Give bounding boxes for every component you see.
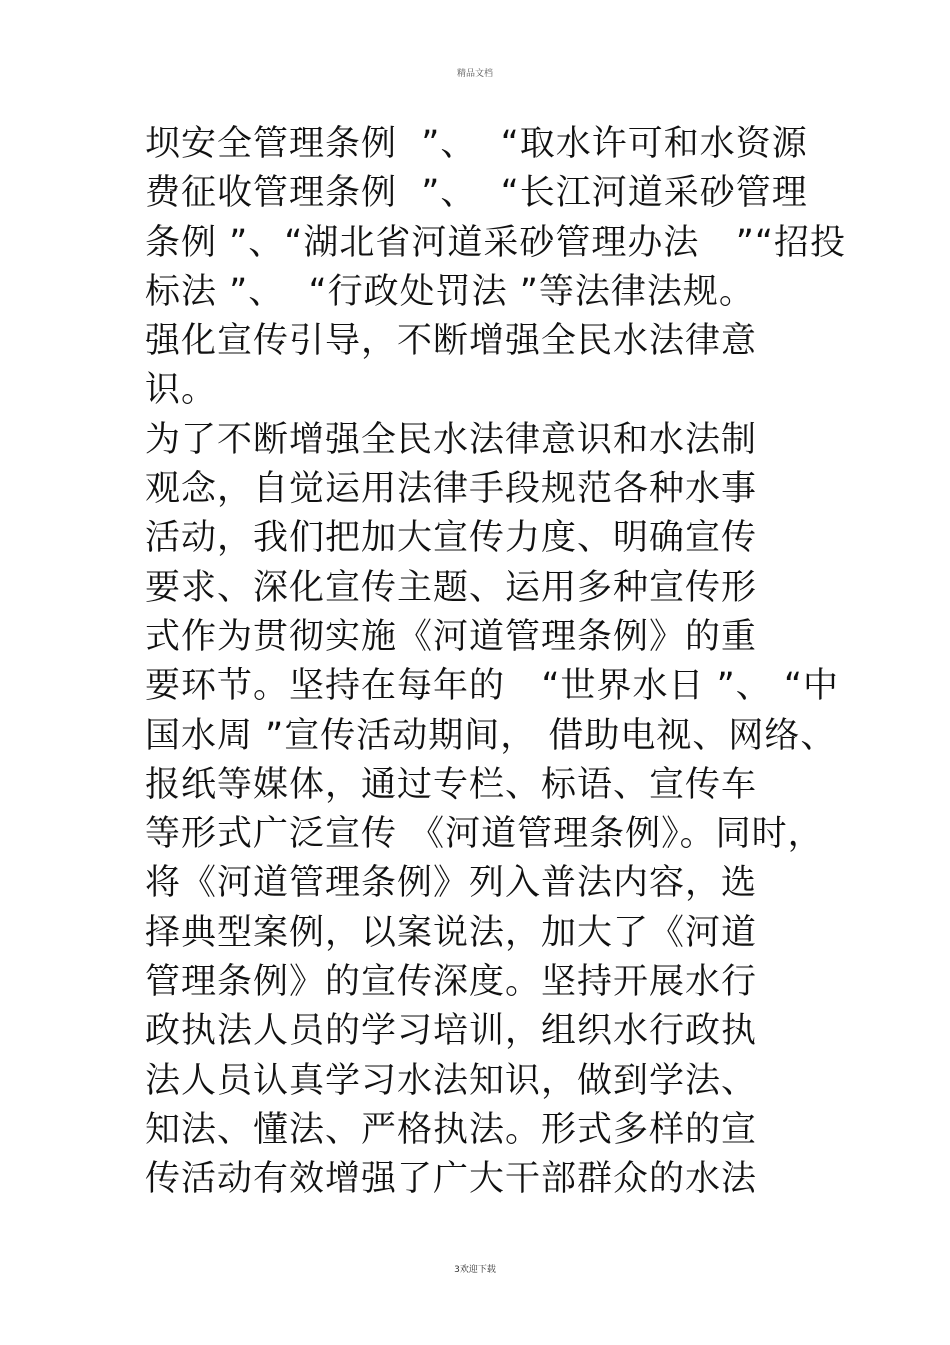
document-body [145,120,847,1205]
text-line: 识。 [145,370,218,411]
page-number: 3 [454,1265,460,1275]
text-line: 传活动有效增强了广大干部群众的水法 [145,1159,758,1200]
text-line: 要求、深化宣传主题、运用多种宣传形 [145,567,758,608]
text-line: 坝安全管理条例 ”、 “取水许可和水资源 [145,124,808,164]
text-line: 等形式广泛宣传 《河道管理条例》。同时， [145,814,824,855]
text-line: 政执法人员的学习培训，组织水行政执 [145,1011,758,1052]
text-line: 要环节。坚持在每年的 “世界水日 ”、 “中 [145,666,840,707]
text-line: 法人员认真学习水法知识，做到学法、 [145,1060,758,1101]
text-line: 费征收管理条例 ”、 “长江河道采砂管理 [145,173,808,214]
header-label: 精品文档 [456,69,493,79]
text-line: 将《河道管理条例》列入普法内容，选 [145,863,758,904]
text-line: 标法 ”、 “行政处罚法 ”等法律法规。 [145,271,755,312]
page-footer [0,1262,950,1275]
page-header [0,66,950,79]
text-line: 管理条例》的宣传深度。坚持开展水行 [145,962,758,1003]
text-line: 国水周 ”宣传活动期间， 借助电视、网络、 [145,715,837,756]
text-line: 知法、懂法、严格执法。形式多样的宣 [145,1109,758,1150]
text-line: 式作为贯彻实施《河道管理条例》的重 [145,616,758,657]
text-line: 为了不断增强全民水法律意识和水法制 [145,419,758,460]
footer-label: 欢迎下载 [459,1265,496,1275]
text-line: 报纸等媒体，通过专栏、标语、宣传车 [145,764,758,805]
text-line: 择典型案例，以案说法，加大了《河道 [145,912,758,953]
text-line: 观念，自觉运用法律手段规范各种水事 [145,469,758,510]
text-line: 条例 ”、“湖北省河道采砂管理办法 ”“招投 [145,222,847,263]
text-line: 活动，我们把加大宣传力度、明确宣传 [145,518,758,559]
text-line: 强化宣传引导，不断增强全民水法律意 [145,321,758,362]
